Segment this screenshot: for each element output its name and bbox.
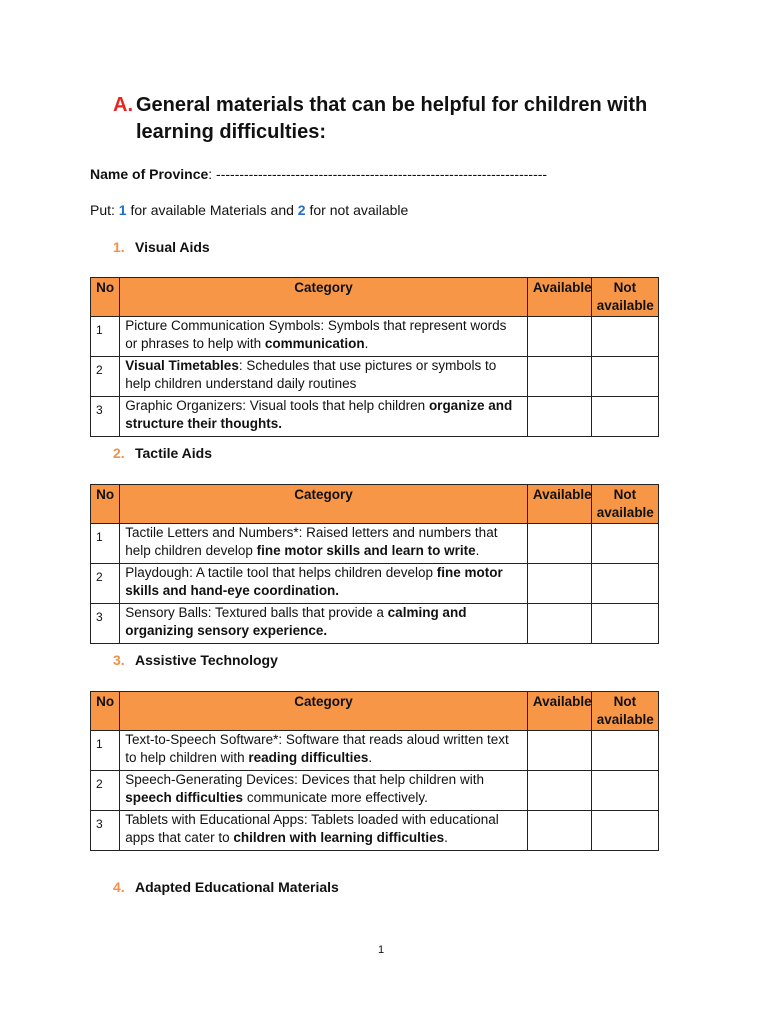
row-number: 3: [91, 397, 120, 437]
category-text: Speech-Generating Devices: Devices that help children with: [125, 772, 484, 787]
table-row: [91, 604, 659, 644]
row-number: 2: [91, 771, 120, 811]
row-number: 1: [91, 524, 120, 564]
category-text: : Schedules that use pictures or symbols to help children understand daily routines: [125, 358, 497, 391]
table-row: [91, 771, 659, 811]
province-line: [90, 166, 547, 182]
not-available-cell[interactable]: [591, 811, 658, 851]
table-row: [91, 317, 659, 357]
category-cell: [120, 604, 528, 644]
header-not-available: Not available: [591, 692, 658, 731]
section-number: 3.: [113, 652, 125, 668]
section-heading-tactile-aids: [113, 445, 212, 461]
row-number: 2: [91, 357, 120, 397]
not-available-cell[interactable]: [591, 317, 658, 357]
header-category: Category: [120, 485, 528, 524]
category-text-bold: organize and structure their thoughts.: [125, 398, 513, 431]
not-available-cell[interactable]: [591, 731, 658, 771]
table-row: [91, 564, 659, 604]
instruction-end: for not available: [305, 202, 409, 218]
table-row: [91, 524, 659, 564]
category-text-bold: fine motor skills and learn to write: [256, 543, 476, 558]
category-text-bold: reading difficulties: [248, 750, 369, 765]
available-cell[interactable]: [527, 397, 591, 437]
section-number: 1.: [113, 239, 125, 255]
category-text-bold: fine motor skills and hand-eye coordination.: [125, 565, 503, 598]
not-available-cell[interactable]: [591, 357, 658, 397]
category-text: Sensory Balls: Textured balls that provide a: [125, 605, 388, 620]
table-row: [91, 731, 659, 771]
table-header-row: [91, 485, 659, 524]
category-text: .: [475, 543, 480, 558]
section-heading-adapted-materials: [113, 879, 339, 895]
category-cell: [120, 357, 528, 397]
table-header-row: [91, 278, 659, 317]
header-available: Available: [527, 485, 591, 524]
header-not-available: Not available: [591, 278, 658, 317]
available-cell[interactable]: [527, 731, 591, 771]
header-category: Category: [120, 278, 528, 317]
materials-table: [90, 277, 659, 437]
section-heading-visual-aids: [113, 239, 210, 255]
category-cell: [120, 564, 528, 604]
category-text: Tablets with Educational Apps: Tablets loaded with educational apps that cater to: [125, 812, 499, 845]
materials-table: [90, 484, 659, 644]
category-text: .: [368, 750, 373, 765]
category-text-bold: communication: [264, 336, 365, 351]
header-category: Category: [120, 692, 528, 731]
category-cell: [120, 731, 528, 771]
row-number: 1: [91, 317, 120, 357]
category-text: Graphic Organizers: Visual tools that help children: [125, 398, 429, 413]
not-available-cell[interactable]: [591, 397, 658, 437]
available-cell[interactable]: [527, 604, 591, 644]
instruction-line: [90, 202, 408, 218]
section-number: 4.: [113, 879, 125, 895]
category-text: Tactile Letters and Numbers*: Raised letters and numbers that help children develop: [125, 525, 498, 558]
available-cell[interactable]: [527, 564, 591, 604]
category-cell: [120, 771, 528, 811]
category-text: Text-to-Speech Software*: Software that reads aloud written text to help children with: [125, 732, 509, 765]
category-cell: [120, 811, 528, 851]
category-text: .: [364, 336, 369, 351]
available-cell[interactable]: [527, 357, 591, 397]
heading-letter: A.: [113, 94, 133, 116]
page-number: 1: [378, 944, 385, 956]
province-dashes: : -----------------------------------------------------------------------: [208, 166, 548, 182]
instruction-put: Put:: [90, 202, 119, 218]
not-available-cell[interactable]: [591, 524, 658, 564]
category-text-bold: children with learning difficulties: [233, 830, 445, 845]
header-no: No: [91, 692, 120, 731]
available-cell[interactable]: [527, 317, 591, 357]
province-label: Name of Province: [90, 166, 209, 182]
table-header-row: [91, 692, 659, 731]
section-heading-assistive-technology: [113, 652, 278, 668]
row-number: 2: [91, 564, 120, 604]
section-title: Visual Aids: [135, 239, 210, 255]
row-number: 1: [91, 731, 120, 771]
category-text-bold: speech difficulties: [125, 790, 244, 805]
section-title: Adapted Educational Materials: [135, 879, 339, 895]
available-cell[interactable]: [527, 771, 591, 811]
header-no: No: [91, 485, 120, 524]
category-cell: [120, 397, 528, 437]
instruction-code-available: 1: [118, 202, 127, 218]
not-available-cell[interactable]: [591, 771, 658, 811]
materials-table: [90, 691, 659, 851]
category-text: Playdough: A tactile tool that helps children develop: [125, 565, 437, 580]
heading-text: General materials that can be helpful for children with learning difficulties:: [136, 94, 648, 143]
section-number: 2.: [113, 445, 125, 461]
section-title: Assistive Technology: [135, 652, 278, 668]
not-available-cell[interactable]: [591, 564, 658, 604]
header-available: Available: [527, 692, 591, 731]
table-row: [91, 357, 659, 397]
header-available: Available: [527, 278, 591, 317]
category-text-bold: calming and organizing sensory experience.: [125, 605, 467, 638]
category-text: communicate more effectively.: [243, 790, 428, 805]
row-number: 3: [91, 811, 120, 851]
category-text: .: [444, 830, 448, 845]
instruction-code-not-available: 2: [297, 202, 306, 218]
available-cell[interactable]: [527, 524, 591, 564]
category-text-bold: Visual Timetables: [125, 358, 239, 373]
table-row: [91, 811, 659, 851]
header-not-available: Not available: [591, 485, 658, 524]
category-text: Picture Communication Symbols: Symbols that represent words or phrases to help with: [125, 318, 507, 351]
table-row: [91, 397, 659, 437]
available-cell[interactable]: [527, 811, 591, 851]
section-title: Tactile Aids: [135, 445, 213, 461]
category-cell: [120, 317, 528, 357]
header-no: No: [91, 278, 120, 317]
category-cell: [120, 524, 528, 564]
instruction-mid: for available Materials and: [126, 202, 298, 218]
not-available-cell[interactable]: [591, 604, 658, 644]
row-number: 3: [91, 604, 120, 644]
